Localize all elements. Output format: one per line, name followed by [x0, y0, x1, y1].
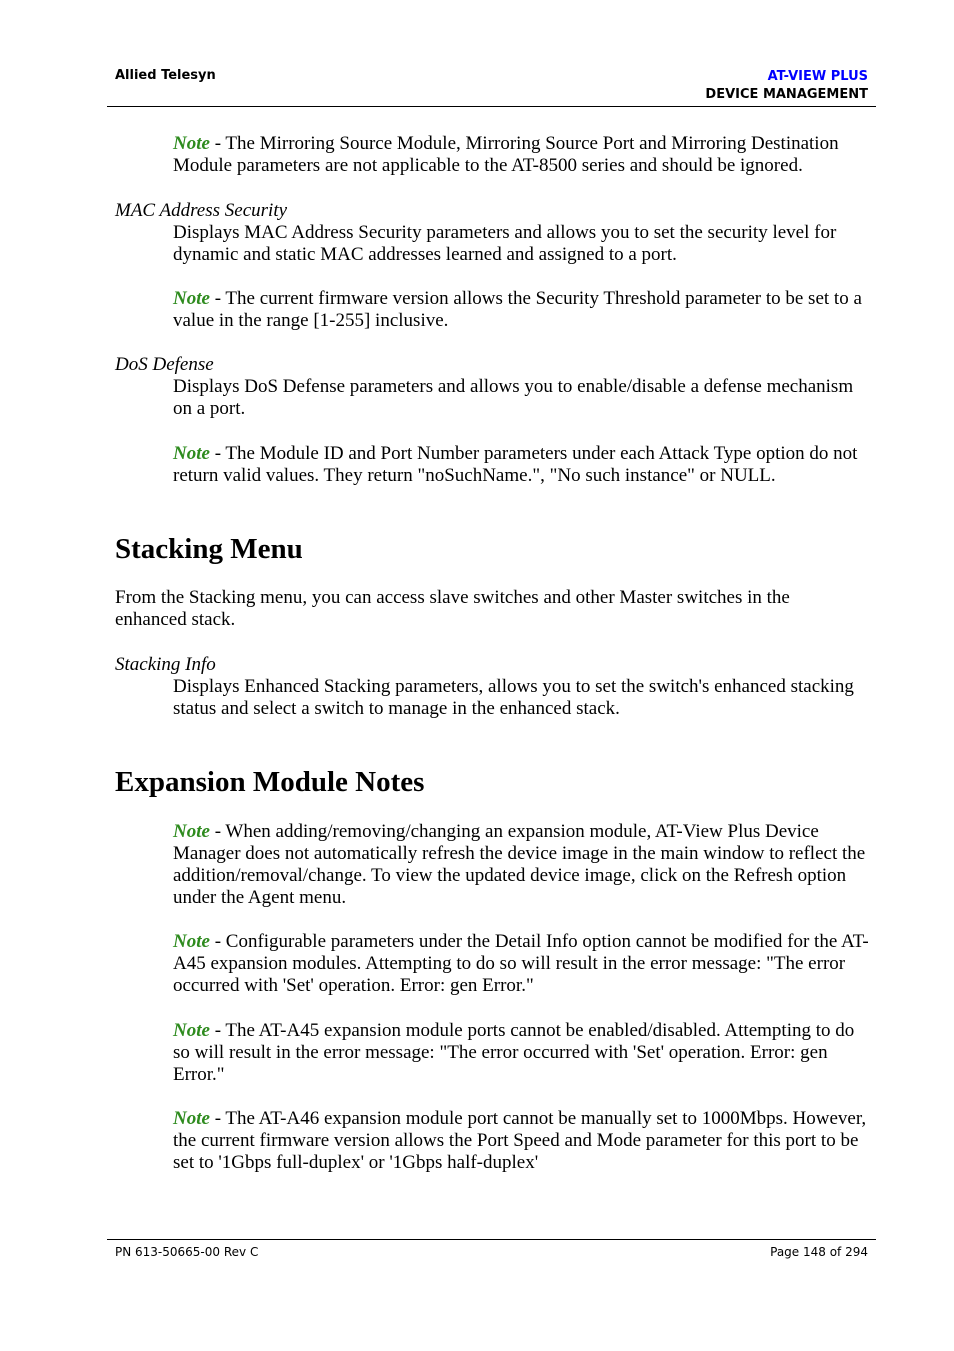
- desc-dos-defense: Displays DoS Defense parameters and allows you to enable/disable a defense mechanism on a port.: [173, 376, 854, 419]
- note-mac-security: [173, 288, 873, 332]
- page-number: Page 148 of 294: [770, 1245, 868, 1259]
- note-label: Note: [173, 821, 210, 842]
- term-mac-address-security: MAC Address Security: [115, 200, 288, 221]
- footer-rule: [107, 1239, 876, 1240]
- note-label: Note: [173, 931, 210, 952]
- note-sep: -: [209, 1020, 226, 1041]
- note-expansion-3: [173, 1020, 873, 1086]
- note-text: When adding/removing/changing an expansion module, AT-View Plus Device Manager does not automatically refresh the device image in the main window to reflect the addition/removal/change. To view the updated device image, click on the Refresh option under the Agent menu.: [173, 821, 866, 908]
- desc-mac-address-security: Displays MAC Address Security parameters and allows you to set the security level for dynamic and static MAC addresses learned and assigned to a port.: [173, 222, 837, 265]
- note-sep: -: [209, 133, 226, 154]
- part-number: PN 613-50665-00 Rev C: [115, 1245, 259, 1259]
- note-text: The AT-A45 expansion module ports cannot be enabled/disabled. Attempting to do so will result in the error message: "The error occurred with 'Set' operation. Error: gen Error.": [173, 1020, 855, 1085]
- note-expansion-1: [173, 821, 873, 909]
- note-label: Note: [173, 288, 210, 309]
- product-name: AT-VIEW PLUS: [767, 69, 868, 84]
- note-text: The current firmware version allows the Security Threshold parameter to be set to a value in the range [1-255] inclusive.: [173, 288, 862, 331]
- term-dos-defense: DoS Defense: [115, 354, 214, 375]
- note-sep: -: [209, 288, 226, 309]
- note-text: The Mirroring Source Module, Mirroring Source Port and Mirroring Destination Module parameters are not applicable to the AT-8500 series and should be ignored.: [173, 133, 839, 176]
- header-rule: [107, 106, 876, 107]
- note-sep: -: [209, 1108, 226, 1129]
- note-label: Note: [173, 133, 210, 154]
- note-label: Note: [173, 1108, 210, 1129]
- note-text: The Module ID and Port Number parameters under each Attack Type option do not return valid values. They return "noSuchName.", "No such instance" or NULL.: [173, 443, 858, 486]
- note-mirroring: [173, 133, 873, 177]
- desc-stacking-info: Displays Enhanced Stacking parameters, allows you to set the switch's enhanced stacking status and select a switch to manage in the enhanced stack.: [173, 676, 854, 719]
- note-label: Note: [173, 1020, 210, 1041]
- note-expansion-4: [173, 1108, 873, 1174]
- note-sep: -: [209, 821, 226, 842]
- note-sep: -: [209, 931, 226, 952]
- intro-stacking: From the Stacking menu, you can access slave switches and other Master switches in the enhanced stack.: [115, 587, 790, 630]
- note-text: The AT-A46 expansion module port cannot be manually set to 1000Mbps. However, the current firmware version allows the Port Speed and Mode parameter for this port to be set to '1Gbps full-duplex' or '1Gbps half-duplex': [173, 1108, 867, 1173]
- company-name: Allied Telesyn: [115, 68, 216, 83]
- note-sep: -: [209, 443, 226, 464]
- header-right: [705, 68, 868, 104]
- section-name: DEVICE MANAGEMENT: [705, 87, 868, 102]
- note-expansion-2: [173, 931, 873, 997]
- heading-stacking-menu: Stacking Menu: [115, 533, 303, 565]
- heading-expansion-module-notes: Expansion Module Notes: [115, 766, 425, 798]
- note-label: Note: [173, 443, 210, 464]
- note-dos: [173, 443, 873, 487]
- note-text: Configurable parameters under the Detail Info option cannot be modified for the AT-A45 expansion modules. Attempting to do so will result in the error message: "The error occurred with 'Set' operation. Error: gen Error.": [173, 931, 869, 996]
- term-stacking-info: Stacking Info: [115, 654, 216, 675]
